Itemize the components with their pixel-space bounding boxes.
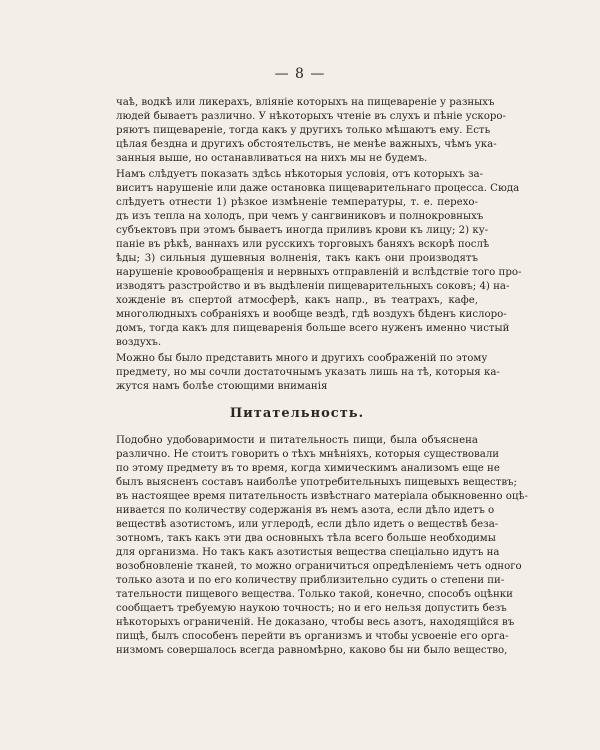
text-line: для организма. Но такъ какъ азотистыя вещества спеціально идутъ на xyxy=(116,547,500,558)
text-line: занныя выше, но останавливаться на нихъ мы не будемъ. xyxy=(116,153,428,164)
text-line: былъ выясненъ составъ наиболѣе употребительныхъ пищевыхъ веществъ; xyxy=(116,477,517,488)
text-line: виситъ нарушеніе или даже остановка пищеварительнаго процесса. Сюда xyxy=(116,183,520,194)
text-line: паніе въ рѣкѣ, ваннахъ или русскихъ торговыхъ баняхъ вскорѣ послѣ xyxy=(116,239,490,250)
text-line: Подобно удобоваримости и питательность пищи, была объяснена xyxy=(116,435,478,446)
text-line: нѣкоторыхъ ограниченій. Не доказано, чтобы весь азотъ, находящійся въ xyxy=(116,617,515,628)
text-line: Можно бы было представить много и другихъ соображеній по этому xyxy=(116,353,488,364)
text-line: пищѣ, былъ способенъ перейти въ организмъ и чтобы усвоеніе его орга- xyxy=(116,631,509,642)
text-line: различно. Не стоитъ говорить о тѣхъ мнѣніяхъ, которыя существовали xyxy=(116,449,500,460)
text-line: нивается по количеству содержанія въ немъ азота, если дѣло идетъ о xyxy=(116,505,495,516)
text-line: по этому предмету въ то время, когда химическимъ анализомъ еще не xyxy=(116,463,500,474)
page-number: — 8 — xyxy=(274,66,326,82)
text-line: людей бываетъ различно. У нѣкоторыхъ чтеніе въ слухъ и пѣніе ускоро- xyxy=(116,111,506,122)
text-line: слѣдуетъ отнести 1) рѣзкое измѣненіе температуры, т. е. перехо- xyxy=(116,197,478,208)
text-line: Намъ слѣдуетъ показать здѣсь нѣкоторыя условія, отъ которыхъ за- xyxy=(116,169,484,180)
text-line: субъектовъ при этомъ бываетъ иногда приливъ крови къ лицу; 2) ку- xyxy=(116,225,489,236)
text-line: зотномъ, такъ какъ эти два основныхъ тѣла всего больше необходимы xyxy=(116,533,496,544)
paragraph-2 xyxy=(116,168,522,350)
text-line: въ настоящее время питательность извѣстнаго матеріала обыкновенно оцѣ- xyxy=(116,491,528,502)
paragraph-4 xyxy=(116,434,528,658)
text-line: веществѣ азотистомъ, или углеродѣ, если дѣло идетъ о веществѣ безa- xyxy=(116,519,499,530)
text-line: ряютъ пищевареніе, тогда какъ у другихъ только мѣшаютъ ему. Есть xyxy=(116,125,491,136)
text-line: только азота и по его количеству приблизительно судить о степени пи- xyxy=(116,575,505,586)
page-body xyxy=(116,96,528,658)
text-line: домъ, тогда какъ для пищеваренія больше всего нуженъ именно чистый xyxy=(116,323,510,334)
text-line: изводятъ разстройство и въ выдѣленіи пищеварительныхъ соковъ; 4) на- xyxy=(116,281,510,292)
text-line: тательности пищевого вещества. Только такой, конечно, способъ оцѣнки xyxy=(116,589,513,600)
text-line: нарушеніе кровообращенія и нервныхъ отправленій и вслѣдствіе того про- xyxy=(116,267,522,278)
text-line: цѣлая бездна и другихъ обстоятельствъ, не менѣе важныхъ, чѣмъ ука- xyxy=(116,139,497,150)
text-line: предмету, но мы сочли достаточнымъ указать лишь на тѣ, которыя ка- xyxy=(116,367,500,378)
paragraph-3 xyxy=(116,352,500,394)
text-line: чаѣ, водкѣ или ликерахъ, вліяніе которыхъ на пищевареніе у разныхъ xyxy=(116,97,495,108)
text-line: многолюдныхъ собраніяхъ и вообще вездѣ, гдѣ воздухъ бѣденъ кислоро- xyxy=(116,309,507,320)
text-line: возобновленіе тканей, то можно ограничиться опредѣленіемъ четъ одного xyxy=(116,561,522,572)
text-line: воздухъ. xyxy=(116,337,162,348)
text-line: ѣды; 3) сильныя душевныя волненія, такъ какъ они производятъ xyxy=(116,253,478,264)
section-heading: Питательность. xyxy=(229,406,365,421)
text-line: сообщаетъ требуемую наукою точность; но и его нельзя допустить безъ xyxy=(116,603,507,614)
text-line: дъ изъ тепла на холодъ, при чемъ у сангвиниковъ и полнокровныхъ xyxy=(116,211,484,222)
text-line: хожденіе въ спертой атмосферѣ, какъ напр., въ театрахъ, кафе, xyxy=(116,295,478,306)
paragraph-1 xyxy=(116,96,506,166)
text-line: жутся намъ болѣе стоющими вниманія xyxy=(116,381,328,392)
text-line: низмомъ совершалось всегда равномѣрно, каково бы ни было вещество, xyxy=(116,645,508,656)
